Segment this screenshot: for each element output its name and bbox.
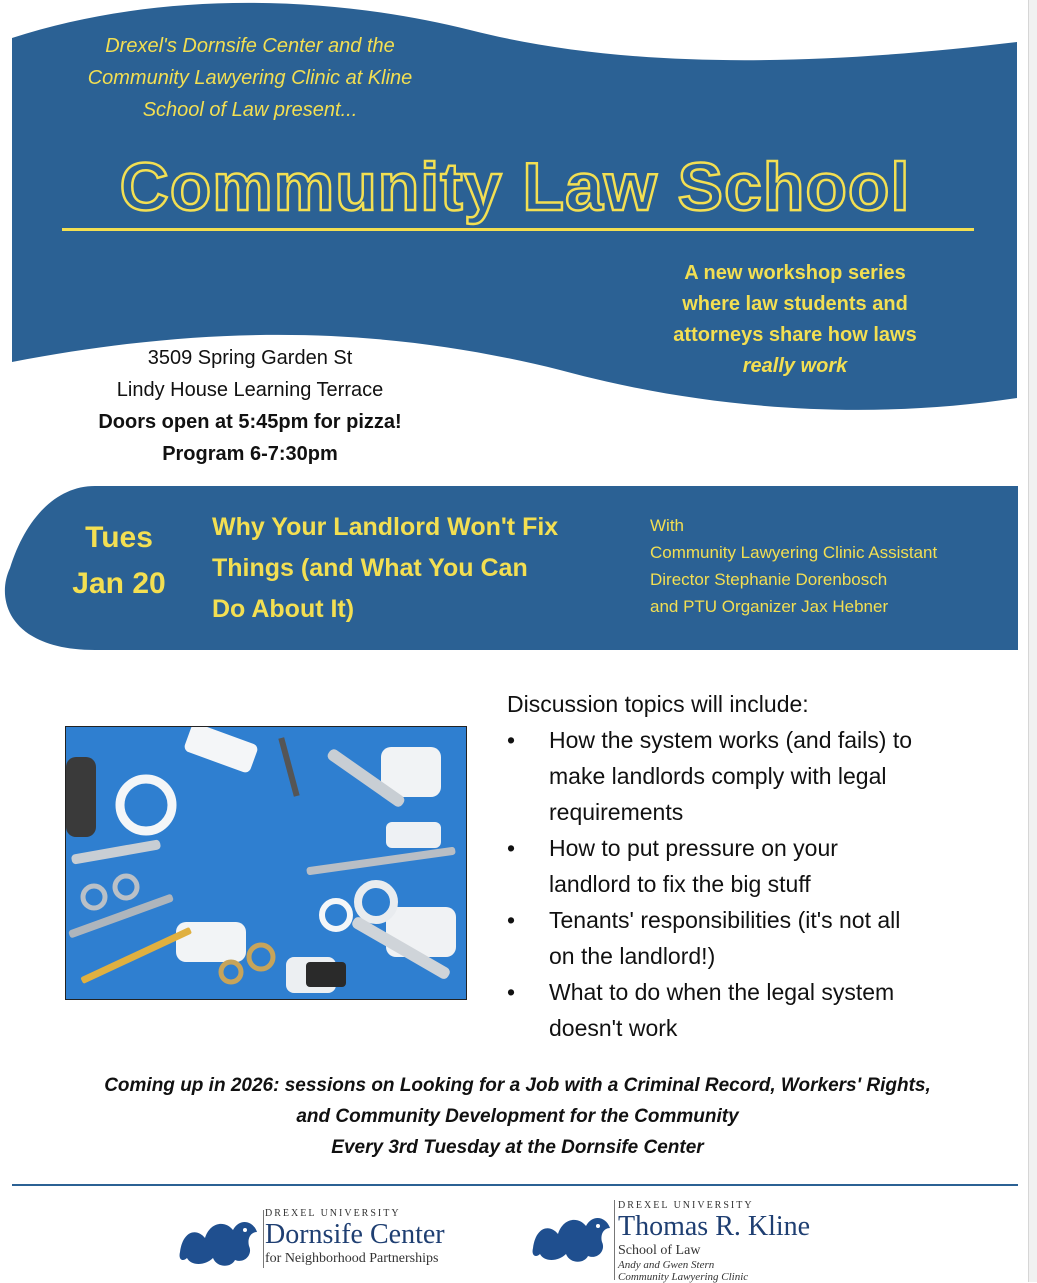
kline-university: DREXEL UNIVERSITY xyxy=(618,1200,754,1211)
kline-tiny2: Community Lawyering Clinic xyxy=(618,1271,749,1283)
kline-subtitle: School of Law xyxy=(618,1243,701,1258)
bullet: • xyxy=(507,727,516,753)
speakers-line: and PTU Organizer Jax Hebner xyxy=(650,597,889,616)
list-item xyxy=(507,722,977,830)
page-title: Community Law School xyxy=(119,149,911,225)
dornsife-logo xyxy=(265,1208,445,1267)
presenters-line: Community Lawyering Clinic at Kline xyxy=(87,67,413,89)
topic-line: What to do when the legal system xyxy=(549,979,895,1005)
list-item xyxy=(507,974,977,1046)
topic-line: doesn't work xyxy=(549,1015,678,1041)
topic-line: landlord to fix the big stuff xyxy=(549,871,811,897)
presenters-line: School of Law present... xyxy=(142,99,358,121)
tools-photo xyxy=(65,726,467,1000)
session-speakers xyxy=(650,512,1010,620)
coming-up-line: Coming up in 2026: sessions on Looking for a Job with a Criminal Record, Workers' Rights, xyxy=(104,1075,931,1096)
tagline-line: attorneys share how laws xyxy=(673,324,917,346)
topic-line: make landlords comply with legal xyxy=(549,763,887,789)
title-underline xyxy=(62,228,974,231)
venue-info xyxy=(60,342,440,470)
venue-program: Program 6-7:30pm xyxy=(162,443,338,465)
footer-divider xyxy=(12,1184,1018,1186)
dornsife-university: DREXEL UNIVERSITY xyxy=(265,1208,401,1219)
topics-heading: Discussion topics will include: xyxy=(507,691,809,717)
session-date xyxy=(58,515,180,607)
list-item xyxy=(507,902,977,974)
speakers-line: With xyxy=(650,516,684,535)
frame-edge xyxy=(1028,0,1037,1282)
presenters-text xyxy=(40,30,460,126)
session-day: Tues xyxy=(85,521,153,554)
kline-tiny: Andy and Gwen Stern xyxy=(618,1259,715,1271)
dornsife-name: Dornsife Center xyxy=(265,1219,445,1250)
logo-divider xyxy=(614,1200,615,1280)
tagline-emphasis: really work xyxy=(742,355,848,377)
session-title-line: Why Your Landlord Won't Fix xyxy=(212,513,559,541)
topics-list xyxy=(507,722,977,1046)
drexel-dragon-icon xyxy=(175,1210,260,1270)
logo-divider xyxy=(263,1210,264,1268)
topic-line: How to put pressure on your xyxy=(549,835,838,861)
drexel-dragon-icon xyxy=(528,1206,613,1266)
tagline-line: where law students and xyxy=(682,293,908,315)
venue-location: Lindy House Learning Terrace xyxy=(116,379,384,401)
bullet: • xyxy=(507,835,516,861)
session-title-line: Things (and What You Can xyxy=(212,554,528,582)
speakers-line: Community Lawyering Clinic Assistant xyxy=(650,543,938,562)
topic-line: requirements xyxy=(549,799,684,825)
coming-up-line: and Community Development for the Community xyxy=(296,1106,739,1127)
venue-address: 3509 Spring Garden St xyxy=(147,347,353,369)
session-title xyxy=(212,507,632,630)
venue-doors: Doors open at 5:45pm for pizza! xyxy=(98,411,402,433)
topic-line: Tenants' responsibilities (it's not all xyxy=(549,907,901,933)
coming-up-line: Every 3rd Tuesday at the Dornsife Center xyxy=(331,1137,704,1158)
tagline xyxy=(630,258,960,382)
kline-name: Thomas R. Kline xyxy=(618,1211,811,1242)
topic-line: on the landlord!) xyxy=(549,943,716,969)
list-item xyxy=(507,830,977,902)
session-title-line: Do About It) xyxy=(212,595,355,623)
presenters-line: Drexel's Dornsife Center and the xyxy=(105,35,395,57)
tools-illustration xyxy=(66,727,466,999)
dornsife-subtitle: for Neighborhood Partnerships xyxy=(265,1251,439,1266)
tagline-line: A new workshop series xyxy=(684,262,906,284)
bullet: • xyxy=(507,979,516,1005)
session-date-value: Jan 20 xyxy=(72,567,166,600)
kline-logo xyxy=(618,1200,810,1283)
speakers-line: Director Stephanie Dorenbosch xyxy=(650,570,888,589)
bullet: • xyxy=(507,907,516,933)
topic-line: How the system works (and fails) to xyxy=(549,727,913,753)
coming-up-text xyxy=(40,1070,995,1163)
